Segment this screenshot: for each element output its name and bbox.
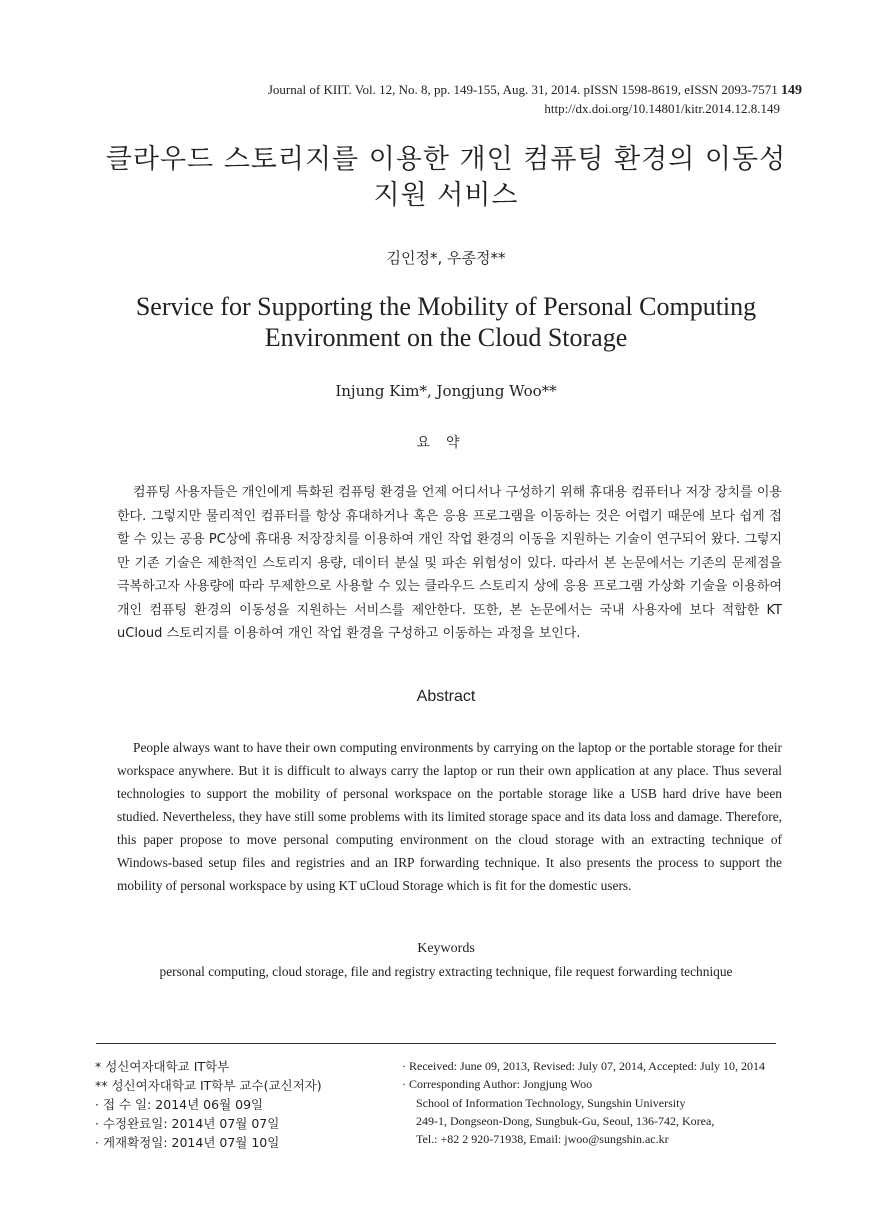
doi-link[interactable]: http://dx.doi.org/10.14801/kitr.2014.12.8.149 (544, 101, 780, 116)
footnotes-right (402, 1057, 765, 1148)
english-title-line1: Service for Supporting the Mobility of Personal Computing (135, 292, 757, 321)
english-authors: Injung Kim*, Jongjung Woo** (335, 382, 557, 400)
english-title-line2: Environment on the Cloud Storage (264, 323, 628, 352)
journal-info: Journal of KIIT. Vol. 12, No. 8, pp. 149-155, Aug. 31, 2014. pISSN 1598-8619, eISSN 2093-7571 (267, 82, 778, 97)
footnote-revised: · 수정완료일: 2014년 07월 07일 (95, 1116, 280, 1131)
footnote-accepted: · 게재확정일: 2014년 07월 10일 (95, 1135, 280, 1150)
keywords-text: personal computing, cloud storage, file and registry extracting technique, file request forwarding technique (159, 964, 733, 979)
footnote-divider (96, 1043, 776, 1044)
footnote-address: 249-1, Dongseon-Dong, Sungbuk-Gu, Seoul, 136-742, Korea, (416, 1113, 715, 1128)
footnote-author2: ** 성신여자대학교 IT학부 교수(교신저자) (95, 1078, 322, 1093)
korean-authors: 김인정*, 우종정** (386, 249, 506, 267)
abstract-heading: Abstract (416, 688, 476, 705)
footnote-received: · 접 수 일: 2014년 06월 09일 (95, 1097, 264, 1112)
abstract-text: People always want to have their own computing environments by carrying on the laptop or the portable storage for their workspace anywhere. But it is difficult to always carry the laptop or run their own application at any place. Thus several technologies to support the mobility of personal workspace on the portable storage like a USB hard drive have been studied. Nevertheless, they have still some problems with its limited storage space and its data loss and damage. Therefore, this paper propose to move personal computing environment on the cloud storage with an extracting technique of Windows-based setup files and registries and an IRP forwarding technique. It also presents the process to support the mobility of personal workspace by using KT uCloud Storage which is fit for the domestic users. (117, 740, 782, 893)
korean-abstract: 컴퓨팅 사용자들은 개인에게 특화된 컴퓨팅 환경을 언제 어디서나 구성하기 위해 휴대용 컴퓨터나 저장 장치를 이용한다. 그렇지만 물리적인 컴퓨터를 항상 휴대하거나 혹은 응용 프로그램을 이동하는 것은 어렵기 때문에 보다 쉽게 접할 수 있는 공용 PC상에 휴대용 저장장치를 이용하여 개인 작업 환경의 이동을 지원하는 기술이 연구되어 왔다. 그렇지만 기존 기술은 제한적인 스토리지 용량, 데이터 분실 및 파손 위험성이 있다. 따라서 본 논문에서는 기존의 문제점을 극복하고자 사용량에 따라 무제한으로 사용할 수 있는 클라우드 스토리지 상에 응용 프로그램 가상화 기술을 이용하여 개인 컴퓨팅 환경의 이동성을 지원하는 서비스를 제안한다. 또한, 본 논문에서는 국내 사용자에 보다 적합한 KT uCloud 스토리지를 이용하여 개인 작업 환경을 구성하고 이동하는 과정을 보인다. (117, 485, 782, 641)
korean-title-line2: 지원 서비스 (373, 180, 519, 211)
page-number: 149 (781, 83, 802, 98)
korean-title-line1: 클라우드 스토리지를 이용한 개인 컴퓨팅 환경의 이동성 (105, 144, 787, 175)
korean-abstract-heading: 요약 (416, 435, 476, 451)
footnote-affiliation: School of Information Technology, Sungshin University (416, 1095, 686, 1110)
footnote-dates: · Received: June 09, 2013, Revised: July 07, 2014, Accepted: July 10, 2014 (402, 1059, 765, 1073)
korean-title (0, 142, 892, 214)
footnote-author1: * 성신여자대학교 IT학부 (95, 1059, 230, 1074)
journal-header (268, 82, 802, 99)
english-title (0, 291, 892, 353)
footnote-contact: Tel.: +82 2 920-71938, Email: jwoo@sungshin.ac.kr (416, 1132, 669, 1147)
footnote-corresponding: · Corresponding Author: Jongjung Woo (402, 1077, 593, 1092)
footnotes-left (95, 1057, 322, 1152)
keywords-heading: Keywords (417, 941, 475, 956)
